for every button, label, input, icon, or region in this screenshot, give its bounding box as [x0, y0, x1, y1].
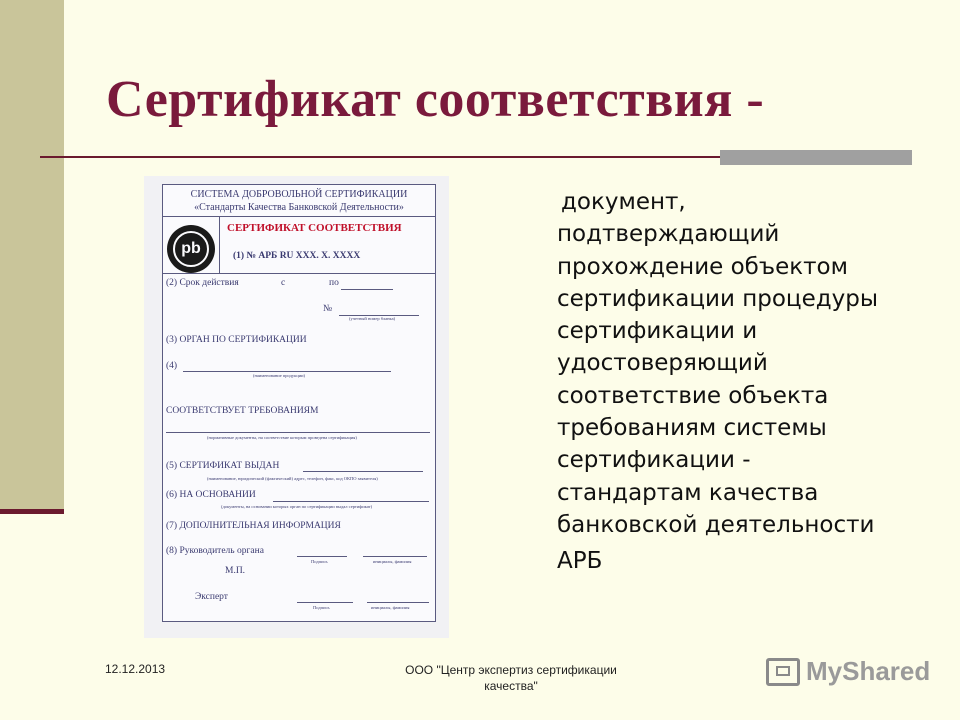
basis-label: (6) НА ОСНОВАНИИ	[166, 490, 256, 500]
basis-note: (документы, на основании которых орган по сертификации выдал сертификат)	[221, 504, 373, 509]
head-name-line	[363, 556, 427, 557]
definition-line: стандартам качества	[557, 479, 819, 506]
expert-name-line	[367, 602, 429, 603]
footer-date: 12.12.2013	[105, 662, 166, 676]
definition-line: прохождение объектом	[557, 253, 848, 280]
certificate-divider	[163, 273, 435, 274]
certificate-logo-divider	[219, 217, 220, 273]
conforms-line	[166, 432, 430, 433]
title-accent-bar	[720, 150, 912, 165]
basis-line	[273, 501, 429, 502]
side-decor-band	[0, 0, 64, 512]
expert-label: Эксперт	[195, 592, 228, 602]
certification-body-label: (3) ОРГАН ПО СЕРТИФИКАЦИИ	[166, 335, 307, 345]
head-signature-line	[297, 556, 347, 557]
stamp-label: М.П.	[225, 566, 246, 576]
head-name-note: инициалы, фамилия	[373, 559, 412, 564]
side-decor-rule	[0, 509, 64, 514]
slide-title: Сертификат соответствия -	[106, 71, 765, 128]
certificate-system-name: СИСТЕМА ДОБРОВОЛЬНОЙ СЕРТИФИКАЦИИ	[190, 189, 408, 200]
additional-info-label: (7) ДОПОЛНИТЕЛЬНАЯ ИНФОРМАЦИЯ	[166, 521, 341, 531]
definition-line: удостоверяющий	[557, 350, 768, 377]
definition-line: сертификации и	[557, 318, 758, 345]
footer-organization: ООО "Центр экспертиз сертификации качества"	[405, 663, 617, 693]
validity-line	[341, 289, 393, 290]
definition-tail: АРБ	[557, 548, 603, 574]
certificate-number: (1) № АРБ RU XXX. X. XXXX	[233, 251, 361, 261]
issued-note: (наименование, юридический (фактический) адрес, телефон, факс, код ОКПО заявителя)	[207, 476, 378, 481]
certificate-system-subtitle: «Стандарты Качества Банковской Деятельности»	[194, 202, 404, 213]
expert-signature-note: Подпись	[313, 605, 330, 610]
certificate-header	[163, 185, 435, 217]
definition-line: сертификации -	[557, 447, 751, 474]
validity-label: (2) Срок действия	[166, 278, 239, 288]
blank-number-label: №	[323, 304, 333, 314]
head-signature-note: Подпись	[311, 559, 328, 564]
conforms-label: СООТВЕТСТВУЕТ ТРЕБОВАНИЯМ	[166, 406, 319, 416]
blank-number-note: (учетный номер бланка)	[349, 316, 396, 321]
definition-line: соответствие объекта	[557, 382, 829, 409]
definition-text	[557, 186, 897, 541]
expert-name-note: инициалы, фамилия	[371, 605, 410, 610]
conforms-note: (нормативные документы, на соответствие которым проведена сертификация)	[207, 435, 357, 440]
validity-to: по	[329, 278, 339, 288]
definition-line: подтверждающий	[557, 221, 780, 248]
arb-logo-icon	[167, 225, 215, 273]
issued-line	[303, 471, 423, 472]
myshared-logo-icon	[766, 658, 800, 686]
certificate-document	[162, 184, 436, 622]
head-of-body-label: (8) Руководитель органа	[166, 546, 264, 556]
definition-line: документ,	[561, 189, 686, 215]
expert-signature-line	[297, 602, 353, 603]
myshared-logo-text: MyShared	[806, 656, 931, 686]
arb-logo-text: pb	[173, 231, 209, 267]
certificate-title: СЕРТИФИКАТ СООТВЕТСТВИЯ	[227, 222, 402, 234]
validity-from: с	[281, 278, 286, 288]
product-note: (наименование продукции)	[253, 373, 306, 378]
definition-line: требованиям системы	[557, 415, 827, 442]
item4-line	[183, 371, 391, 372]
definition-line: банковской деятельности	[557, 511, 875, 538]
definition-line: сертификации процедуры	[557, 285, 878, 312]
issued-label: (5) СЕРТИФИКАТ ВЫДАН	[166, 461, 280, 471]
item4-label: (4)	[166, 361, 178, 371]
